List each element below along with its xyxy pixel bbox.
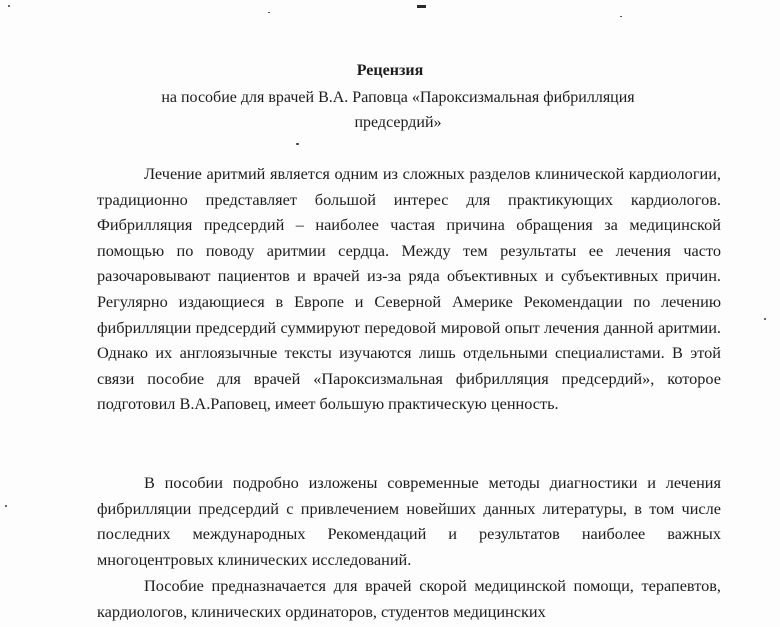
paragraph-1: Лечение аритмий является одним из сложных разделов клинической кардиологии, традиционно представляет большой интерес для практикующих кардиологов. Фибрилляция предсердий – наиболее частая причина обращения за медицинской помощью по поводу аритмии сердца. Между тем результаты ее лечения часто разочаровывают пациентов и врачей из-за ряда объективных и субъективных причин. Регулярно издающиеся в Европе и Северной Америке Рекомендации по лечению фибрилляции предсердий суммируют передовой мировой опыт лечения данной аритмии. Однако их англоязычные тексты изучаются лишь отдельными специалистами. В этой связи пособие для врачей «Пароксизмальная фибрилляция предсердий», которое подготовил В.А.Раповец, имеет большую практическую ценность.	[97, 164, 721, 414]
scan-speck	[8, 5, 10, 7]
review-title: Рецензия	[356, 62, 424, 79]
scan-speck	[296, 143, 299, 145]
paragraph-2: В пособии подробно изложены современные методы диагностики и лечения фибрилляции предсердий с привлечением новейших данных литературы, в том числе последних международных Рекомендаций и результатов наиболее важных многоцентровых клинических исследований.	[97, 473, 721, 569]
paragraph-3: Пособие предназначается для врачей скорой медицинской помощи, терапевтов, кардиологов, клинических ординаторов, студентов медицинских	[97, 576, 721, 621]
scan-speck	[620, 16, 622, 17]
scan-speck	[5, 505, 7, 507]
scan-speck	[268, 12, 270, 13]
review-subtitle: на пособие для врачей В.А. Раповца «Пароксизмальная фибрилляция предсердий»	[161, 89, 635, 131]
scan-speck	[764, 318, 766, 320]
scan-mark	[417, 5, 426, 8]
